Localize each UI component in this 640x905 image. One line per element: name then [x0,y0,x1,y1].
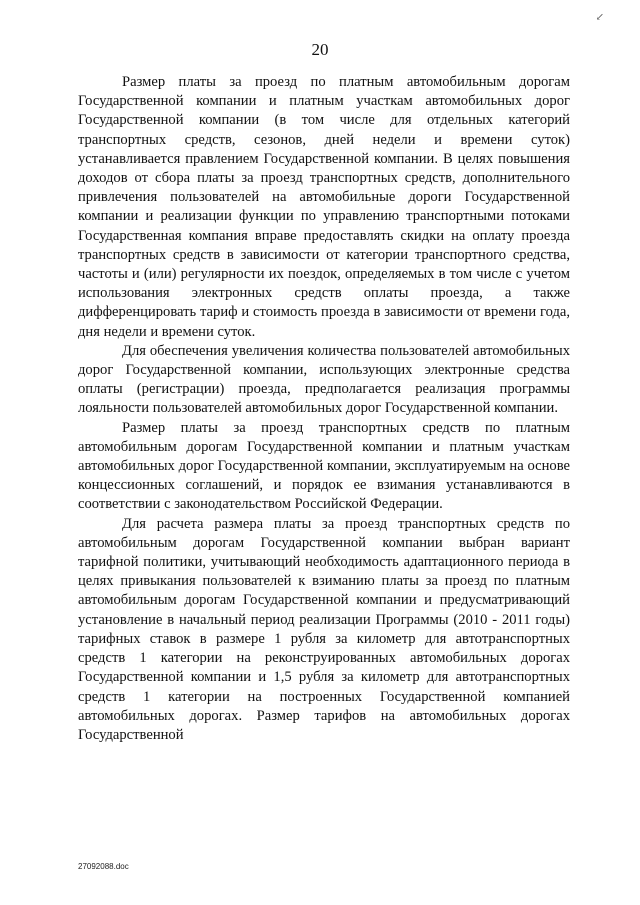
paragraph-loyalty-program: Для обеспечения увеличения количества пользователей автомобильных дорог Государственной компании, использующих электронные средства оплаты (регистрации) проезда, предполагается реализация программы лояльности пользователей автомобильных дорог Государственной компании. [78,342,570,417]
page-number: 20 [311,40,329,59]
footer-filename: 27092088.doc [78,862,129,871]
scan-mark: ↙ [595,12,604,23]
paragraph-toll-size: Размер платы за проезд по платным автомобильным дорогам Государственной компании и платным участкам автомобильных дорог Государственной компании (в том числе для отдельных категорий транспортных средств, сезонов, дней недели и времени суток) устанавливается правлением Государственной компании. В целях повышения доходов от сбора платы за проезд транспортных средств, дополнительного привлечения пользователей на автомобильные дороги Государственной компании и реализации функции по управлению транспортными потоками Государственная компания вправе предоставлять скидки на оплату проезда транспортных средств в зависимости от категории транспортного средства, частоты и (или) регулярности их поездок, определяемых в том числе с учетом использования электронных средств оплаты проезда, а также дифференцировать тариф и стоимость проезда в зависимости от времени года, дня недели и времени суток. [78,74,570,340]
paragraph-tariff-policy: Для расчета размера платы за проезд транспортных средств по автомобильным дорогам Государственной компании выбран вариант тарифной политики, учитывающий необходимость адаптационного периода в целях привыкания пользователей к взиманию платы за проезд по платным автомобильным дорогам Государственной компании и предусматривающий установление в начальный период реализации Программы (2010 - 2011 годы) тарифных ставок в размере 1 рубля за километр для автотранспортных средств 1 категории на реконструированных автомобильных дорогах Государственной компании и 1,5 рубля за километр для автотранспортных средств 1 категории на построенных Государственной компанией автомобильных дорогах. Размер тарифов на автомобильных дорогах Государственной [78,515,570,743]
paragraph-concession-fees: Размер платы за проезд транспортных средств по платным автомобильным дорогам Государственной компании и платным участкам автомобильных дорог Государственной компании, эксплуатируемым на основе концессионных соглашений, и порядок ее взимания устанавливаются в соответствии с законодательством Российской Федерации. [78,419,570,513]
document-body [78,73,570,745]
